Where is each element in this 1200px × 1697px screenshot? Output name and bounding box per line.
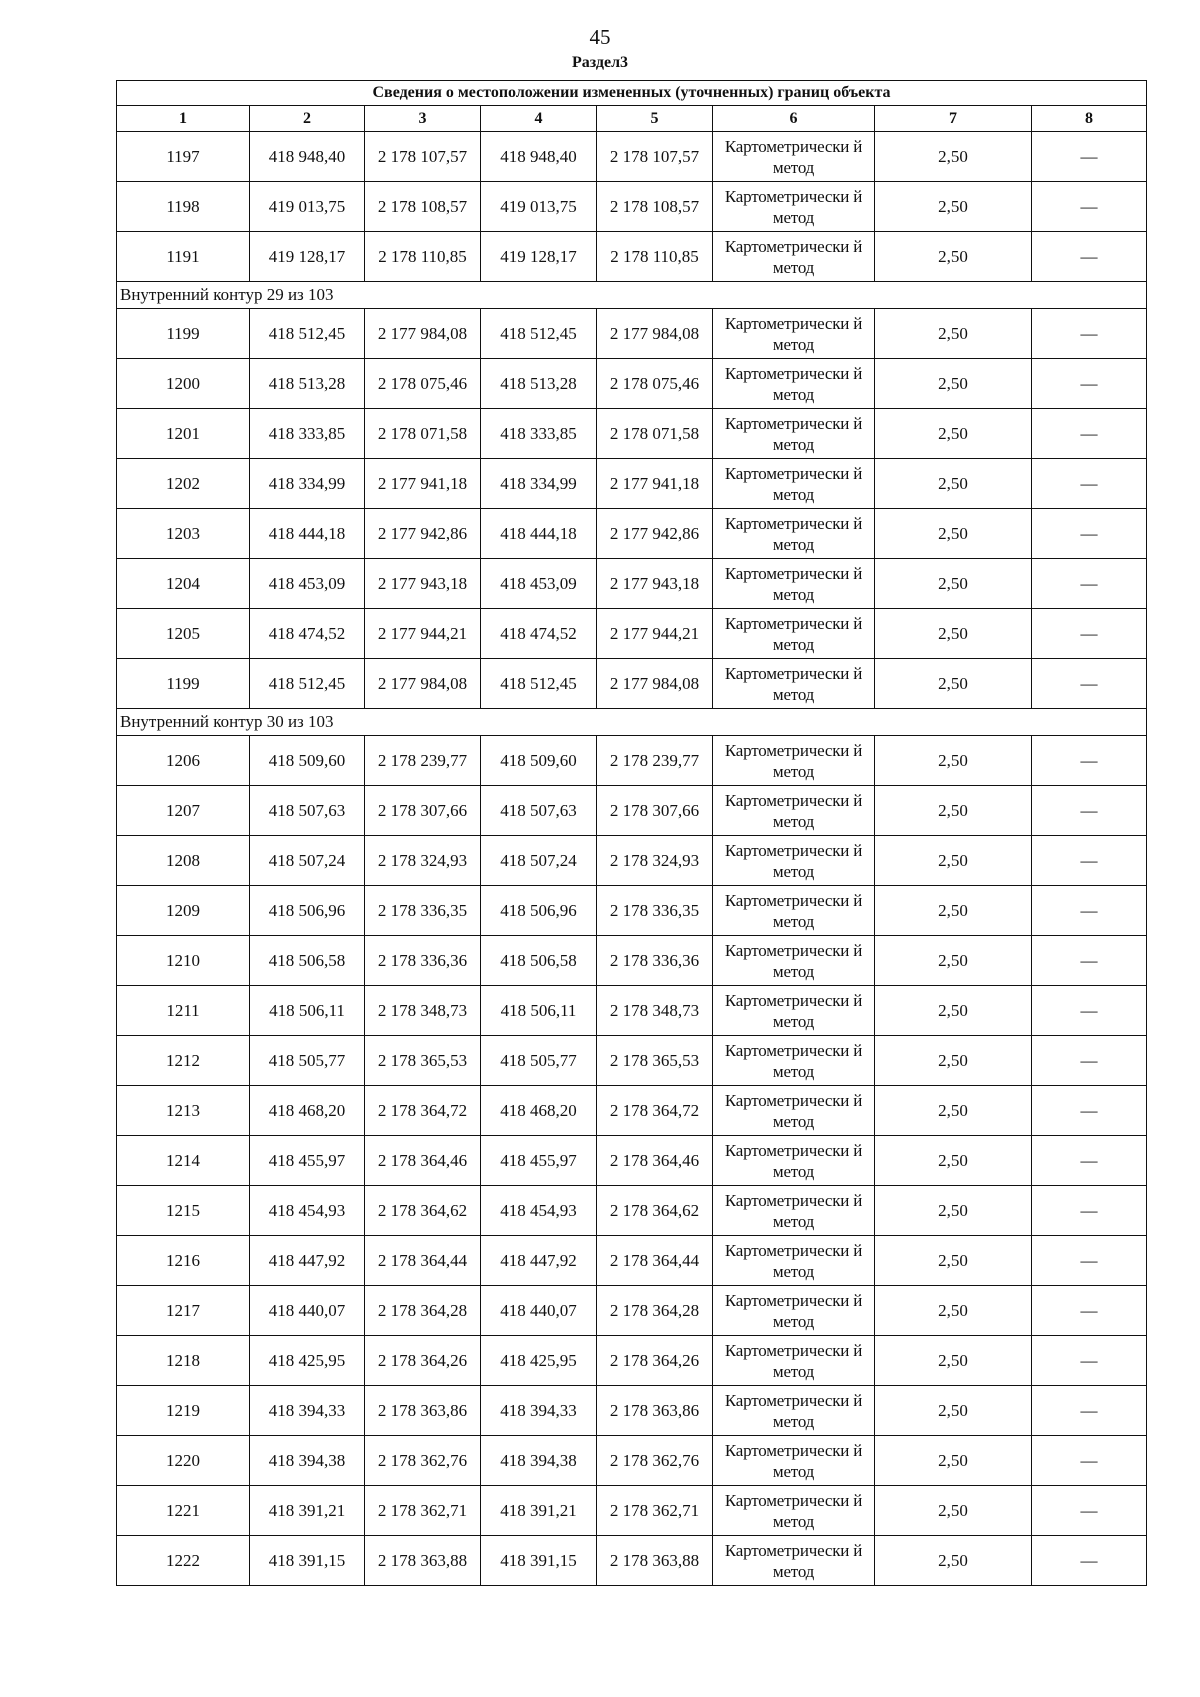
x-old-cell: 418 512,45 <box>250 659 365 709</box>
x-new-cell: 418 394,33 <box>481 1386 597 1436</box>
y-new-cell: 2 178 324,93 <box>597 836 713 886</box>
point-number-cell: 1202 <box>117 459 250 509</box>
accuracy-cell: 2,50 <box>875 359 1032 409</box>
accuracy-cell: 2,50 <box>875 182 1032 232</box>
table-row <box>117 1036 1147 1086</box>
point-number-cell: 1198 <box>117 182 250 232</box>
y-old-cell: 2 178 075,46 <box>365 359 481 409</box>
point-number-cell: 1200 <box>117 359 250 409</box>
x-old-cell: 418 447,92 <box>250 1236 365 1286</box>
x-old-cell: 418 506,11 <box>250 986 365 1036</box>
note-cell: — <box>1032 459 1147 509</box>
note-cell: — <box>1032 1136 1147 1186</box>
y-old-cell: 2 178 336,35 <box>365 886 481 936</box>
x-new-cell: 418 512,45 <box>481 659 597 709</box>
y-old-cell: 2 178 364,72 <box>365 1086 481 1136</box>
point-number-cell: 1212 <box>117 1036 250 1086</box>
note-cell: — <box>1032 232 1147 282</box>
y-new-cell: 2 178 362,76 <box>597 1436 713 1486</box>
column-numbers-row <box>117 106 1147 132</box>
x-old-cell: 418 444,18 <box>250 509 365 559</box>
x-old-cell: 418 509,60 <box>250 736 365 786</box>
method-cell: Картометрически й метод <box>713 986 875 1036</box>
accuracy-cell: 2,50 <box>875 1386 1032 1436</box>
x-new-cell: 418 507,63 <box>481 786 597 836</box>
contour-header-row <box>117 282 1147 309</box>
note-cell: — <box>1032 182 1147 232</box>
y-old-cell: 2 178 307,66 <box>365 786 481 836</box>
accuracy-cell: 2,50 <box>875 1286 1032 1336</box>
table-row <box>117 609 1147 659</box>
note-cell: — <box>1032 1436 1147 1486</box>
x-old-cell: 418 333,85 <box>250 409 365 459</box>
note-cell: — <box>1032 409 1147 459</box>
method-cell: Картометрически й метод <box>713 182 875 232</box>
y-old-cell: 2 178 336,36 <box>365 936 481 986</box>
table-row <box>117 986 1147 1036</box>
point-number-cell: 1199 <box>117 659 250 709</box>
note-cell: — <box>1032 1186 1147 1236</box>
method-cell: Картометрически й метод <box>713 409 875 459</box>
x-new-cell: 418 507,24 <box>481 836 597 886</box>
note-cell: — <box>1032 509 1147 559</box>
point-number-cell: 1220 <box>117 1436 250 1486</box>
x-old-cell: 418 513,28 <box>250 359 365 409</box>
note-cell: — <box>1032 1086 1147 1136</box>
x-old-cell: 418 453,09 <box>250 559 365 609</box>
y-new-cell: 2 178 364,46 <box>597 1136 713 1186</box>
y-old-cell: 2 178 071,58 <box>365 409 481 459</box>
y-old-cell: 2 177 984,08 <box>365 309 481 359</box>
table-row <box>117 1136 1147 1186</box>
y-new-cell: 2 178 365,53 <box>597 1036 713 1086</box>
contour-label: Внутренний контур 29 из 103 <box>117 282 1147 309</box>
y-old-cell: 2 178 110,85 <box>365 232 481 282</box>
note-cell: — <box>1032 1036 1147 1086</box>
accuracy-cell: 2,50 <box>875 1436 1032 1486</box>
x-new-cell: 418 509,60 <box>481 736 597 786</box>
table-row <box>117 1186 1147 1236</box>
method-cell: Картометрически й метод <box>713 1136 875 1186</box>
y-new-cell: 2 178 110,85 <box>597 232 713 282</box>
y-old-cell: 2 177 941,18 <box>365 459 481 509</box>
accuracy-cell: 2,50 <box>875 1036 1032 1086</box>
section-title: Раздел3 <box>571 54 629 71</box>
y-old-cell: 2 177 984,08 <box>365 659 481 709</box>
x-new-cell: 418 444,18 <box>481 509 597 559</box>
note-cell: — <box>1032 1536 1147 1586</box>
method-cell: Картометрически й метод <box>713 1536 875 1586</box>
accuracy-cell: 2,50 <box>875 936 1032 986</box>
note-cell: — <box>1032 609 1147 659</box>
note-cell: — <box>1032 559 1147 609</box>
y-new-cell: 2 177 943,18 <box>597 559 713 609</box>
column-number-3: 3 <box>365 106 481 132</box>
y-new-cell: 2 178 364,72 <box>597 1086 713 1136</box>
column-number-2: 2 <box>250 106 365 132</box>
x-old-cell: 419 013,75 <box>250 182 365 232</box>
table-row <box>117 736 1147 786</box>
x-new-cell: 418 333,85 <box>481 409 597 459</box>
method-cell: Картометрически й метод <box>713 936 875 986</box>
table-row <box>117 886 1147 936</box>
point-number-cell: 1205 <box>117 609 250 659</box>
x-old-cell: 418 506,58 <box>250 936 365 986</box>
accuracy-cell: 2,50 <box>875 409 1032 459</box>
y-old-cell: 2 178 364,62 <box>365 1186 481 1236</box>
note-cell: — <box>1032 736 1147 786</box>
point-number-cell: 1216 <box>117 1236 250 1286</box>
y-old-cell: 2 178 364,44 <box>365 1236 481 1286</box>
point-number-cell: 1191 <box>117 232 250 282</box>
point-number-cell: 1204 <box>117 559 250 609</box>
note-cell: — <box>1032 132 1147 182</box>
method-cell: Картометрически й метод <box>713 132 875 182</box>
table-row <box>117 1336 1147 1386</box>
table-row <box>117 1236 1147 1286</box>
y-new-cell: 2 178 364,28 <box>597 1286 713 1336</box>
y-new-cell: 2 178 336,35 <box>597 886 713 936</box>
accuracy-cell: 2,50 <box>875 736 1032 786</box>
note-cell: — <box>1032 786 1147 836</box>
x-old-cell: 418 394,33 <box>250 1386 365 1436</box>
accuracy-cell: 2,50 <box>875 509 1032 559</box>
x-old-cell: 418 505,77 <box>250 1036 365 1086</box>
y-old-cell: 2 178 324,93 <box>365 836 481 886</box>
accuracy-cell: 2,50 <box>875 986 1032 1036</box>
x-new-cell: 419 013,75 <box>481 182 597 232</box>
x-old-cell: 418 507,24 <box>250 836 365 886</box>
y-old-cell: 2 178 364,46 <box>365 1136 481 1186</box>
method-cell: Картометрически й метод <box>713 836 875 886</box>
point-number-cell: 1207 <box>117 786 250 836</box>
method-cell: Картометрически й метод <box>713 886 875 936</box>
accuracy-cell: 2,50 <box>875 1336 1032 1386</box>
note-cell: — <box>1032 886 1147 936</box>
column-number-4: 4 <box>481 106 597 132</box>
accuracy-cell: 2,50 <box>875 232 1032 282</box>
y-old-cell: 2 178 364,26 <box>365 1336 481 1386</box>
point-number-cell: 1199 <box>117 309 250 359</box>
y-old-cell: 2 178 362,71 <box>365 1486 481 1536</box>
x-new-cell: 418 512,45 <box>481 309 597 359</box>
table-row <box>117 1436 1147 1486</box>
method-cell: Картометрически й метод <box>713 1386 875 1436</box>
point-number-cell: 1201 <box>117 409 250 459</box>
y-new-cell: 2 177 984,08 <box>597 659 713 709</box>
table-row <box>117 936 1147 986</box>
y-old-cell: 2 178 365,53 <box>365 1036 481 1086</box>
x-old-cell: 418 440,07 <box>250 1286 365 1336</box>
note-cell: — <box>1032 986 1147 1036</box>
y-new-cell: 2 178 108,57 <box>597 182 713 232</box>
method-cell: Картометрически й метод <box>713 1486 875 1536</box>
accuracy-cell: 2,50 <box>875 559 1032 609</box>
x-new-cell: 418 391,21 <box>481 1486 597 1536</box>
note-cell: — <box>1032 659 1147 709</box>
y-new-cell: 2 177 984,08 <box>597 309 713 359</box>
accuracy-cell: 2,50 <box>875 659 1032 709</box>
point-number-cell: 1203 <box>117 509 250 559</box>
y-old-cell: 2 178 362,76 <box>365 1436 481 1486</box>
table-row <box>117 836 1147 886</box>
contour-header-row <box>117 709 1147 736</box>
point-number-cell: 1218 <box>117 1336 250 1386</box>
x-new-cell: 418 505,77 <box>481 1036 597 1086</box>
point-number-cell: 1217 <box>117 1286 250 1336</box>
table-row <box>117 1286 1147 1336</box>
table-row <box>117 1386 1147 1436</box>
accuracy-cell: 2,50 <box>875 309 1032 359</box>
x-new-cell: 419 128,17 <box>481 232 597 282</box>
accuracy-cell: 2,50 <box>875 1236 1032 1286</box>
x-new-cell: 418 440,07 <box>481 1286 597 1336</box>
table-row <box>117 1536 1147 1586</box>
y-new-cell: 2 178 364,44 <box>597 1236 713 1286</box>
accuracy-cell: 2,50 <box>875 1186 1032 1236</box>
page-number: 45 <box>589 25 611 49</box>
y-old-cell: 2 177 943,18 <box>365 559 481 609</box>
method-cell: Картометрически й метод <box>713 1286 875 1336</box>
x-new-cell: 418 468,20 <box>481 1086 597 1136</box>
x-old-cell: 418 425,95 <box>250 1336 365 1386</box>
table-row <box>117 1486 1147 1536</box>
method-cell: Картометрически й метод <box>713 309 875 359</box>
x-new-cell: 418 506,58 <box>481 936 597 986</box>
table-row <box>117 132 1147 182</box>
x-new-cell: 418 454,93 <box>481 1186 597 1236</box>
table-row <box>117 786 1147 836</box>
accuracy-cell: 2,50 <box>875 459 1032 509</box>
table-row <box>117 359 1147 409</box>
x-old-cell: 418 391,21 <box>250 1486 365 1536</box>
column-number-5: 5 <box>597 106 713 132</box>
y-new-cell: 2 178 107,57 <box>597 132 713 182</box>
point-number-cell: 1219 <box>117 1386 250 1436</box>
y-new-cell: 2 177 941,18 <box>597 459 713 509</box>
y-new-cell: 2 178 071,58 <box>597 409 713 459</box>
note-cell: — <box>1032 1386 1147 1436</box>
y-new-cell: 2 178 239,77 <box>597 736 713 786</box>
method-cell: Картометрически й метод <box>713 1236 875 1286</box>
x-new-cell: 418 425,95 <box>481 1336 597 1386</box>
x-old-cell: 418 506,96 <box>250 886 365 936</box>
note-cell: — <box>1032 936 1147 986</box>
accuracy-cell: 2,50 <box>875 786 1032 836</box>
note-cell: — <box>1032 1336 1147 1386</box>
note-cell: — <box>1032 836 1147 886</box>
table-row <box>117 409 1147 459</box>
x-old-cell: 418 394,38 <box>250 1436 365 1486</box>
x-new-cell: 418 447,92 <box>481 1236 597 1286</box>
y-new-cell: 2 178 075,46 <box>597 359 713 409</box>
x-old-cell: 418 512,45 <box>250 309 365 359</box>
x-new-cell: 418 394,38 <box>481 1436 597 1486</box>
x-new-cell: 418 474,52 <box>481 609 597 659</box>
y-new-cell: 2 178 364,26 <box>597 1336 713 1386</box>
y-new-cell: 2 178 336,36 <box>597 936 713 986</box>
point-number-cell: 1214 <box>117 1136 250 1186</box>
point-number-cell: 1208 <box>117 836 250 886</box>
y-old-cell: 2 178 363,88 <box>365 1536 481 1586</box>
contour-label: Внутренний контур 30 из 103 <box>117 709 1147 736</box>
x-old-cell: 418 468,20 <box>250 1086 365 1136</box>
y-new-cell: 2 178 363,88 <box>597 1536 713 1586</box>
y-old-cell: 2 177 942,86 <box>365 509 481 559</box>
accuracy-cell: 2,50 <box>875 886 1032 936</box>
accuracy-cell: 2,50 <box>875 132 1032 182</box>
x-new-cell: 418 513,28 <box>481 359 597 409</box>
method-cell: Картометрически й метод <box>713 1436 875 1486</box>
x-old-cell: 418 455,97 <box>250 1136 365 1186</box>
point-number-cell: 1213 <box>117 1086 250 1136</box>
point-number-cell: 1206 <box>117 736 250 786</box>
point-number-cell: 1221 <box>117 1486 250 1536</box>
y-old-cell: 2 177 944,21 <box>365 609 481 659</box>
note-cell: — <box>1032 1486 1147 1536</box>
table-row <box>117 309 1147 359</box>
table-row <box>117 659 1147 709</box>
y-new-cell: 2 178 348,73 <box>597 986 713 1036</box>
table-row <box>117 182 1147 232</box>
column-number-6: 6 <box>713 106 875 132</box>
method-cell: Картометрически й метод <box>713 232 875 282</box>
table-row <box>117 232 1147 282</box>
note-cell: — <box>1032 1236 1147 1286</box>
y-old-cell: 2 178 364,28 <box>365 1286 481 1336</box>
table-caption-row <box>117 81 1147 106</box>
y-new-cell: 2 177 944,21 <box>597 609 713 659</box>
y-new-cell: 2 178 364,62 <box>597 1186 713 1236</box>
x-new-cell: 418 455,97 <box>481 1136 597 1186</box>
method-cell: Картометрически й метод <box>713 509 875 559</box>
method-cell: Картометрически й метод <box>713 459 875 509</box>
x-old-cell: 419 128,17 <box>250 232 365 282</box>
point-number-cell: 1222 <box>117 1536 250 1586</box>
x-old-cell: 418 507,63 <box>250 786 365 836</box>
accuracy-cell: 2,50 <box>875 836 1032 886</box>
method-cell: Картометрически й метод <box>713 609 875 659</box>
x-new-cell: 418 334,99 <box>481 459 597 509</box>
y-old-cell: 2 178 107,57 <box>365 132 481 182</box>
note-cell: — <box>1032 309 1147 359</box>
y-new-cell: 2 178 363,86 <box>597 1386 713 1436</box>
point-number-cell: 1210 <box>117 936 250 986</box>
note-cell: — <box>1032 1286 1147 1336</box>
table-row <box>117 509 1147 559</box>
x-old-cell: 418 391,15 <box>250 1536 365 1586</box>
table-body <box>117 81 1147 1586</box>
boundary-coordinates-table <box>116 80 1147 1586</box>
method-cell: Картометрически й метод <box>713 786 875 836</box>
x-new-cell: 418 453,09 <box>481 559 597 609</box>
x-new-cell: 418 506,11 <box>481 986 597 1036</box>
table-row <box>117 459 1147 509</box>
method-cell: Картометрически й метод <box>713 659 875 709</box>
point-number-cell: 1215 <box>117 1186 250 1236</box>
point-number-cell: 1197 <box>117 132 250 182</box>
accuracy-cell: 2,50 <box>875 1136 1032 1186</box>
column-number-1: 1 <box>117 106 250 132</box>
x-old-cell: 418 454,93 <box>250 1186 365 1236</box>
table-row <box>117 559 1147 609</box>
x-old-cell: 418 948,40 <box>250 132 365 182</box>
method-cell: Картометрически й метод <box>713 359 875 409</box>
x-new-cell: 418 948,40 <box>481 132 597 182</box>
accuracy-cell: 2,50 <box>875 1536 1032 1586</box>
y-old-cell: 2 178 108,57 <box>365 182 481 232</box>
accuracy-cell: 2,50 <box>875 1486 1032 1536</box>
x-old-cell: 418 474,52 <box>250 609 365 659</box>
note-cell: — <box>1032 359 1147 409</box>
x-new-cell: 418 391,15 <box>481 1536 597 1586</box>
x-old-cell: 418 334,99 <box>250 459 365 509</box>
method-cell: Картометрически й метод <box>713 559 875 609</box>
column-number-8: 8 <box>1032 106 1147 132</box>
table-caption: Сведения о местоположении измененных (уточненных) границ объекта <box>117 81 1147 106</box>
table-row <box>117 1086 1147 1136</box>
method-cell: Картометрически й метод <box>713 1036 875 1086</box>
accuracy-cell: 2,50 <box>875 1086 1032 1136</box>
y-new-cell: 2 178 362,71 <box>597 1486 713 1536</box>
y-new-cell: 2 178 307,66 <box>597 786 713 836</box>
y-old-cell: 2 178 348,73 <box>365 986 481 1036</box>
x-new-cell: 418 506,96 <box>481 886 597 936</box>
y-new-cell: 2 177 942,86 <box>597 509 713 559</box>
method-cell: Картометрически й метод <box>713 736 875 786</box>
method-cell: Картометрически й метод <box>713 1086 875 1136</box>
method-cell: Картометрически й метод <box>713 1186 875 1236</box>
accuracy-cell: 2,50 <box>875 609 1032 659</box>
y-old-cell: 2 178 363,86 <box>365 1386 481 1436</box>
y-old-cell: 2 178 239,77 <box>365 736 481 786</box>
column-number-7: 7 <box>875 106 1032 132</box>
method-cell: Картометрически й метод <box>713 1336 875 1386</box>
point-number-cell: 1211 <box>117 986 250 1036</box>
point-number-cell: 1209 <box>117 886 250 936</box>
